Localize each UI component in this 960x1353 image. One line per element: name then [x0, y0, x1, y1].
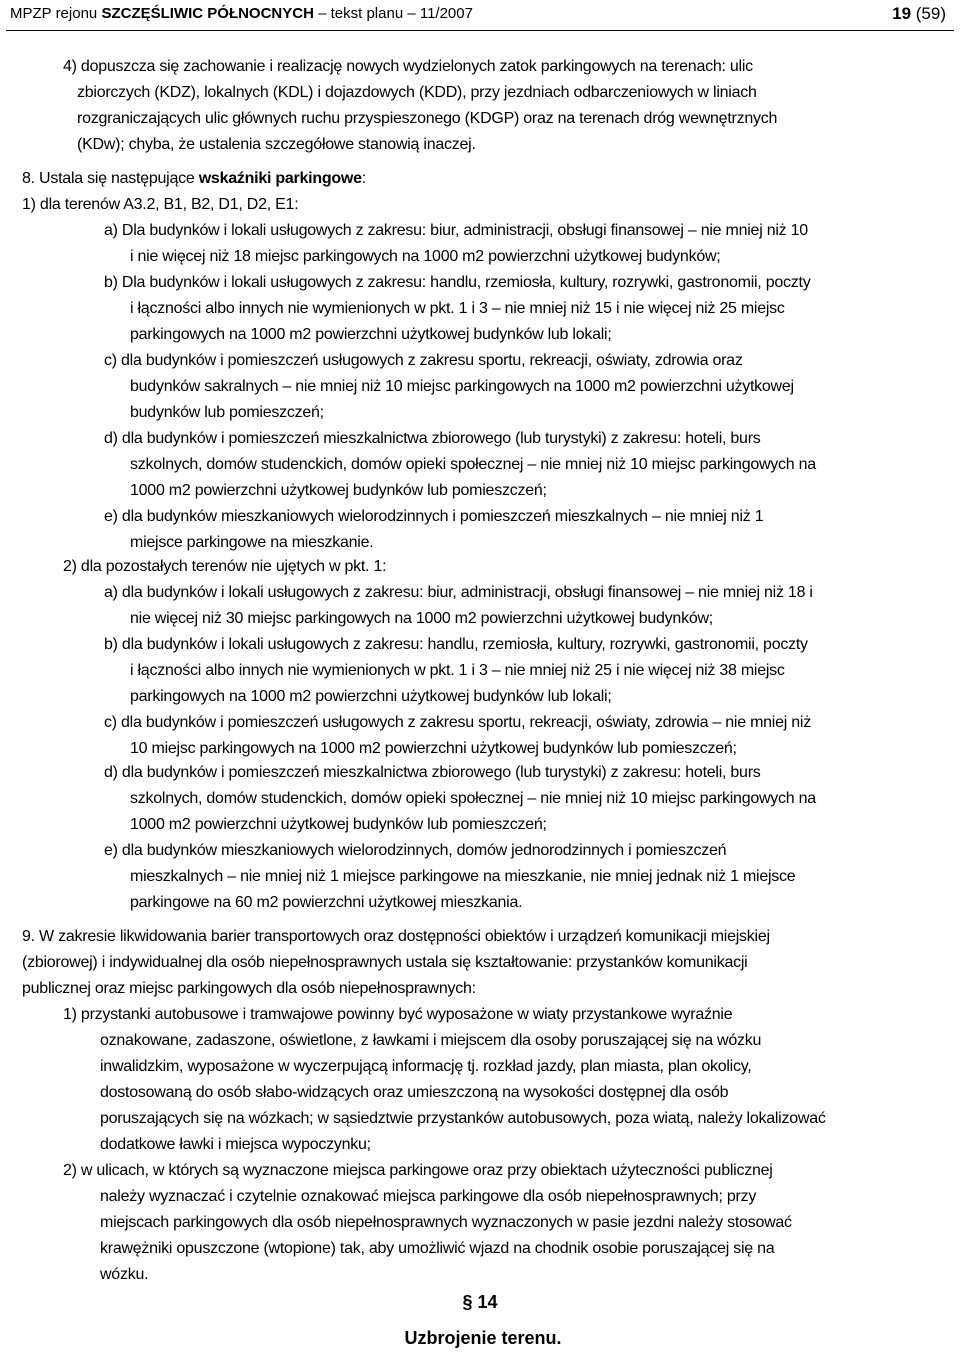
text-line: a) Dla budynków i lokali usługowych z zakresu: biur, administracji, obsługi finansowej – nie mniej niż 10: [104, 222, 808, 239]
text-line: i nie więcej niż 18 miejsc parkingowych na 1000 m2 powierzchni użytkowej budynków;: [130, 248, 721, 265]
text-line: i łączności albo innych nie wymienionych w pkt. 1 i 3 – nie mniej niż 15 i nie więcej niż 25 miejsc: [130, 300, 785, 317]
text-line: b) dla budynków i lokali usługowych z zakresu: handlu, rzemiosła, kultury, rozrywki, gastronomii, poczty: [104, 636, 808, 653]
text-line: budynków sakralnych – nie mniej niż 10 miejsc parkingowych na 1000 m2 powierzchni użytkowej: [130, 378, 794, 395]
text-line: wózku.: [100, 1266, 149, 1283]
text-line: dostosowaną do osób słabo-widzących oraz umieszczoną na wysokości dostępnej dla osób: [100, 1084, 729, 1101]
text-line: 10 miejsc parkingowych na 1000 m2 powierzchni użytkowej budynków lub pomieszczeń;: [130, 740, 737, 757]
text-line: należy wyznaczać i czytelnie oznakować miejsca parkingowe dla osób niepełnosprawnych; przy: [100, 1188, 757, 1205]
text-line: dodatkowe ławki i miejsca wypoczynku;: [100, 1136, 371, 1153]
text-line: 1000 m2 powierzchni użytkowej budynków lub pomieszczeń;: [130, 816, 547, 833]
section-9-heading: 9. W zakresie likwidowania barier transportowych oraz dostępności obiektów i urządzeń komunikacji miejskiej: [22, 928, 770, 945]
text-line: miejscach parkingowych dla osób niepełnosprawnych wyznaczonych w pasie jezdni należy stosować: [100, 1214, 792, 1231]
text-line: (KDw); chyba, że ustalenia szczegółowe stanowią inaczej.: [77, 136, 476, 153]
heading-bold-text: wskaźniki parkingowe: [198, 170, 362, 187]
text-line: c) dla budynków i pomieszczeń usługowych z zakresu sportu, rekreacji, oświaty, zdrowia oraz: [104, 352, 743, 369]
title-district: SZCZĘŚLIWIC PÓŁNOCNYCH: [101, 5, 314, 22]
text-line: c) dla budynków i pomieszczeń usługowych z zakresu sportu, rekreacji, oświaty, zdrowia – nie mniej niż: [104, 714, 811, 731]
text-line: 1000 m2 powierzchni użytkowej budynków lub pomieszczeń;: [130, 482, 547, 499]
heading-colon: :: [361, 170, 366, 187]
section-8-heading: [22, 166, 366, 192]
text-line: mieszkalnych – nie mniej niż 1 miejsce parkingowe na mieszkanie, nie mniej jednak niż 1 miejsce: [130, 868, 796, 885]
page-number: [892, 0, 946, 28]
text-line: d) dla budynków i pomieszczeń mieszkalnictwa zbiorowego (lub turystyki) z zakresu: hoteli, burs: [104, 430, 761, 447]
page-header: [6, 0, 954, 31]
text-line: oznakowane, zadaszone, oświetlone, z ławkami i miejscem dla osoby poruszającej się na wózku: [100, 1032, 762, 1049]
text-line: 4) dopuszcza się zachowanie i realizację nowych wydzielonych zatok parkingowych na terenach: ulic: [63, 58, 753, 75]
text-line: 2) dla pozostałych terenów nie ujętych w pkt. 1:: [63, 558, 387, 575]
text-line: (zbiorowej) i indywidualnej dla osób niepełnosprawnych ustala się kształtowanie: przystanków komunikacji: [22, 954, 748, 971]
text-line: miejsce parkingowe na mieszkanie.: [130, 534, 374, 551]
text-line: inwalidzkim, wyposażone w wyczerpującą informację tj. rozkład jazdy, plan miasta, plan okolicy,: [100, 1058, 752, 1075]
text-line: szkolnych, domów studenckich, domów opieki społecznej – nie mniej niż 10 miejsc parkingowych na: [130, 790, 816, 807]
text-line: d) dla budynków i pomieszczeń mieszkalnictwa zbiorowego (lub turystyki) z zakresu: hoteli, burs: [104, 764, 761, 781]
text-line: parkingowych na 1000 m2 powierzchni użytkowej budynków lub lokali;: [130, 326, 612, 343]
text-line: e) dla budynków mieszkaniowych wielorodzinnych, domów jednorodzinnych i pomieszczeń: [104, 842, 727, 859]
page-current: 19: [892, 4, 912, 23]
document-title: [10, 0, 473, 28]
text-line: i łączności albo innych nie wymienionych w pkt. 1 i 3 – nie mniej niż 25 i nie więcej niż 38 miejsc: [130, 662, 785, 679]
text-line: budynków lub pomieszczeń;: [130, 404, 324, 421]
section-number: § 14: [462, 1292, 498, 1312]
text-line: e) dla budynków mieszkaniowych wielorodzinnych i pomieszczeń mieszkalnych – nie mniej niż 1: [104, 508, 764, 525]
text-line: a) dla budynków i lokali usługowych z zakresu: biur, administracji, obsługi finansowej – nie mniej niż 18 i: [104, 584, 813, 601]
text-line: 1) przystanki autobusowe i tramwajowe powinny być wyposażone w wiaty przystankowe wyraźnie: [63, 1006, 733, 1023]
text-line: 2) w ulicach, w których są wyznaczone miejsca parkingowe oraz przy obiektach użyteczności publicznej: [63, 1162, 773, 1179]
title-prefix: MPZP rejonu: [10, 5, 102, 22]
text-line: 1) dla terenów A3.2, B1, B2, D1, D2, E1:: [22, 196, 299, 213]
page-total: (59): [911, 4, 946, 23]
section-title: Uzbrojenie terenu.: [404, 1328, 562, 1348]
text-line: rozgraniczających ulic głównych ruchu przyspieszonego (KDGP) oraz na terenach dróg wewnętrznych: [77, 110, 778, 127]
text-line: krawężniki opuszczone (wtopione) tak, aby umożliwić wjazd na chodnik osobie poruszającej się na: [100, 1240, 775, 1257]
text-line: parkingowych na 1000 m2 powierzchni użytkowej budynków lub lokali;: [130, 688, 612, 705]
text-line: publicznej oraz miejsc parkingowych dla osób niepełnosprawnych:: [22, 980, 476, 997]
text-line: nie więcej niż 30 miejsc parkingowych na 1000 m2 powierzchni użytkowej budynków;: [130, 610, 713, 627]
text-line: szkolnych, domów studenckich, domów opieki społecznej – nie mniej niż 10 miejsc parkingowych na: [130, 456, 816, 473]
heading-text: 8. Ustala się następujące: [22, 170, 199, 187]
text-line: parkingowe na 60 m2 powierzchni użytkowej mieszkania.: [130, 894, 523, 911]
text-line: b) Dla budynków i lokali usługowych z zakresu: handlu, rzemiosła, kultury, rozrywki, gastronomii, poczty: [104, 274, 811, 291]
title-suffix: – tekst planu – 11/2007: [313, 5, 473, 22]
text-line: poruszających się na wózkach; w sąsiedztwie przystanków autobusowych, poza wiatą, należy lokalizować: [100, 1110, 826, 1127]
text-line: zbiorczych (KDZ), lokalnych (KDL) i dojazdowych (KDD), przy jezdniach odbarczeniowych w liniach: [77, 84, 757, 101]
